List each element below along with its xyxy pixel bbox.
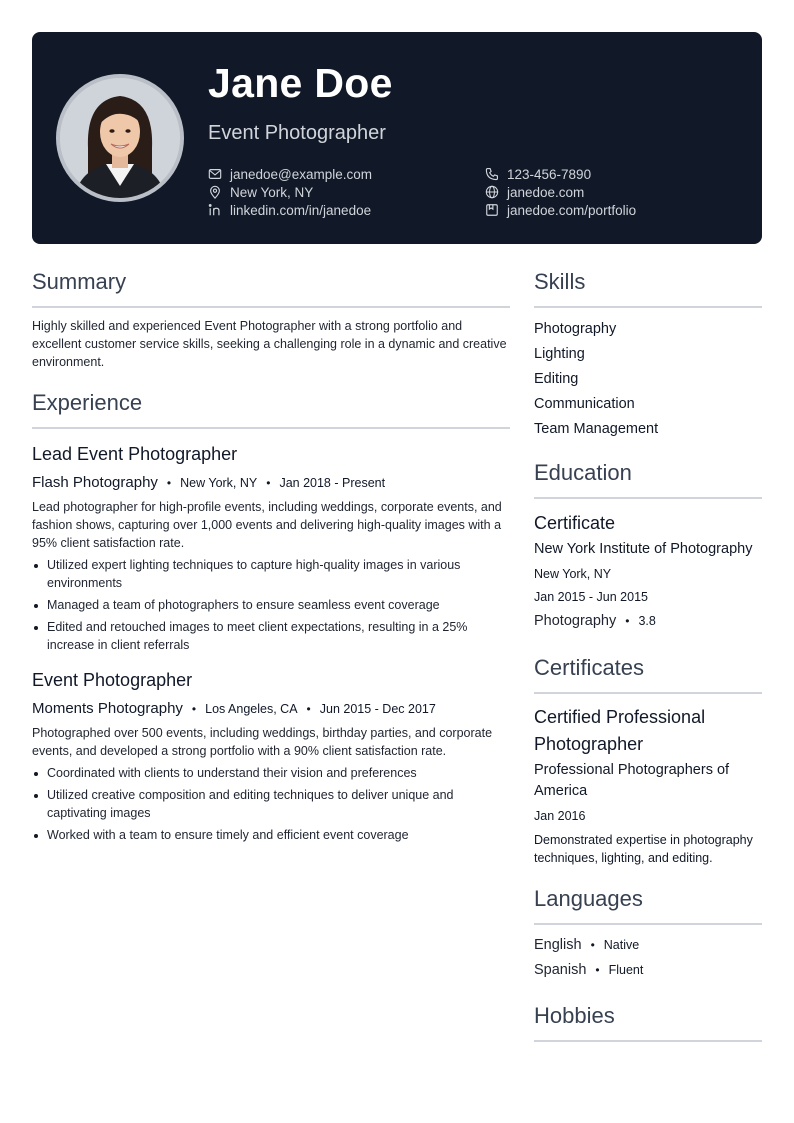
job-title: Lead Event Photographer xyxy=(32,444,238,464)
globe-icon xyxy=(485,185,499,199)
summary-text: Highly skilled and experienced Event Photographer with a strong portfolio and excellent customer service skills, seeking a challenging role in a dynamic and creative environment. xyxy=(32,319,507,369)
language-name: English xyxy=(534,937,582,953)
job-company: Moments Photography xyxy=(32,700,183,717)
job-bullet: Edited and retouched images to meet client expectations, resulting in a 25% increase in client referrals xyxy=(32,618,510,654)
experience-item xyxy=(32,442,510,654)
language-level: Native xyxy=(603,938,640,952)
certificate-org: Professional Photographers of America xyxy=(534,762,730,799)
certificates-heading: Certificates xyxy=(534,654,762,694)
job-meta xyxy=(32,699,510,719)
separator-dot: • xyxy=(625,614,630,628)
certificate-description: Demonstrated expertise in photography techniques, lighting, and editing. xyxy=(534,833,753,865)
skills-list xyxy=(534,317,762,442)
job-bullet: Managed a team of photographers to ensure seamless event coverage xyxy=(32,596,510,614)
languages-heading: Languages xyxy=(534,885,762,925)
job-description: Photographed over 500 events, including weddings, birthday parties, and corporate events, and developed a strong portfolio with a 90% client satisfaction rate. xyxy=(32,726,493,758)
linkedin-icon xyxy=(208,203,222,217)
separator-dot: • xyxy=(306,702,311,716)
job-bullets xyxy=(32,556,510,654)
summary-heading: Summary xyxy=(32,268,510,308)
skill-item: Communication xyxy=(534,396,635,412)
profile-photo xyxy=(56,74,184,202)
education-heading: Education xyxy=(534,459,762,499)
job-location: New York, NY xyxy=(180,476,258,490)
experience-item xyxy=(32,668,510,844)
job-description: Lead photographer for high-profile events, including weddings, corporate events, and fashion shows, capturing over 1,000 events and delivering high-quality images with a 95% client satisfaction rate. xyxy=(32,500,502,550)
job-bullet: Utilized creative composition and editing techniques to deliver unique and captivating images xyxy=(32,786,510,822)
job-company: Flash Photography xyxy=(32,474,158,491)
skill-item: Editing xyxy=(534,371,579,387)
job-location: Los Angeles, CA xyxy=(205,702,298,716)
skills-heading: Skills xyxy=(534,268,762,308)
experience-heading: Experience xyxy=(32,389,510,429)
language-name: Spanish xyxy=(534,962,587,978)
main-column xyxy=(32,268,510,848)
separator-dot: • xyxy=(266,476,271,490)
location-icon xyxy=(208,185,222,199)
skill-item: Lighting xyxy=(534,346,585,362)
hobbies-heading: Hobbies xyxy=(534,1002,762,1042)
language-level: Fluent xyxy=(608,963,644,977)
contact-email[interactable] xyxy=(208,165,372,183)
candidate-name: Jane Doe xyxy=(208,60,393,106)
education-field-row xyxy=(534,610,762,632)
separator-dot: • xyxy=(590,938,595,952)
education-degree: Certificate xyxy=(534,513,616,533)
sidebar-column xyxy=(534,268,762,1042)
education-dates: Jan 2015 - Jun 2015 xyxy=(534,590,648,604)
contact-portfolio[interactable] xyxy=(485,201,636,219)
job-dates: Jun 2015 - Dec 2017 xyxy=(319,702,436,716)
education-school: New York Institute of Photography xyxy=(534,541,753,557)
portfolio-icon xyxy=(485,203,499,217)
languages-list xyxy=(534,933,762,983)
job-bullet: Worked with a team to ensure timely and efficient event coverage xyxy=(32,826,510,844)
contact-website[interactable] xyxy=(485,183,584,201)
certificate-name: Certified Professional Photographer xyxy=(534,707,706,754)
language-item xyxy=(534,958,762,983)
linkedin-text: linkedin.com/in/janedoe xyxy=(230,202,372,218)
email-text: janedoe@example.com xyxy=(230,166,373,182)
candidate-title: Event Photographer xyxy=(208,122,386,144)
phone-text: 123-456-7890 xyxy=(507,166,592,182)
mail-icon xyxy=(208,167,222,181)
resume-header xyxy=(32,32,762,244)
skill-item: Team Management xyxy=(534,421,659,437)
certificate-date: Jan 2016 xyxy=(534,809,586,823)
language-item xyxy=(534,933,762,958)
job-title: Event Photographer xyxy=(32,670,193,690)
contact-linkedin[interactable] xyxy=(208,201,371,219)
profile-photo-illustration xyxy=(60,78,180,198)
separator-dot: • xyxy=(595,963,600,977)
portfolio-text: janedoe.com/portfolio xyxy=(507,202,637,218)
job-dates: Jan 2018 - Present xyxy=(279,476,386,490)
phone-icon xyxy=(485,167,499,181)
contact-phone[interactable] xyxy=(485,165,591,183)
education-field: Photography xyxy=(534,613,617,629)
job-bullets xyxy=(32,764,510,844)
skill-item: Photography xyxy=(534,321,617,337)
job-bullet: Utilized expert lighting techniques to capture high-quality images in various environments xyxy=(32,556,510,592)
contact-location xyxy=(208,183,313,201)
location-text: New York, NY xyxy=(230,184,314,200)
separator-dot: • xyxy=(166,476,172,490)
website-text: janedoe.com xyxy=(507,184,585,200)
separator-dot: • xyxy=(191,702,197,716)
job-bullet: Coordinated with clients to understand their vision and preferences xyxy=(32,764,510,782)
job-meta xyxy=(32,473,510,493)
education-location: New York, NY xyxy=(534,567,612,581)
education-gpa: 3.8 xyxy=(638,614,656,628)
